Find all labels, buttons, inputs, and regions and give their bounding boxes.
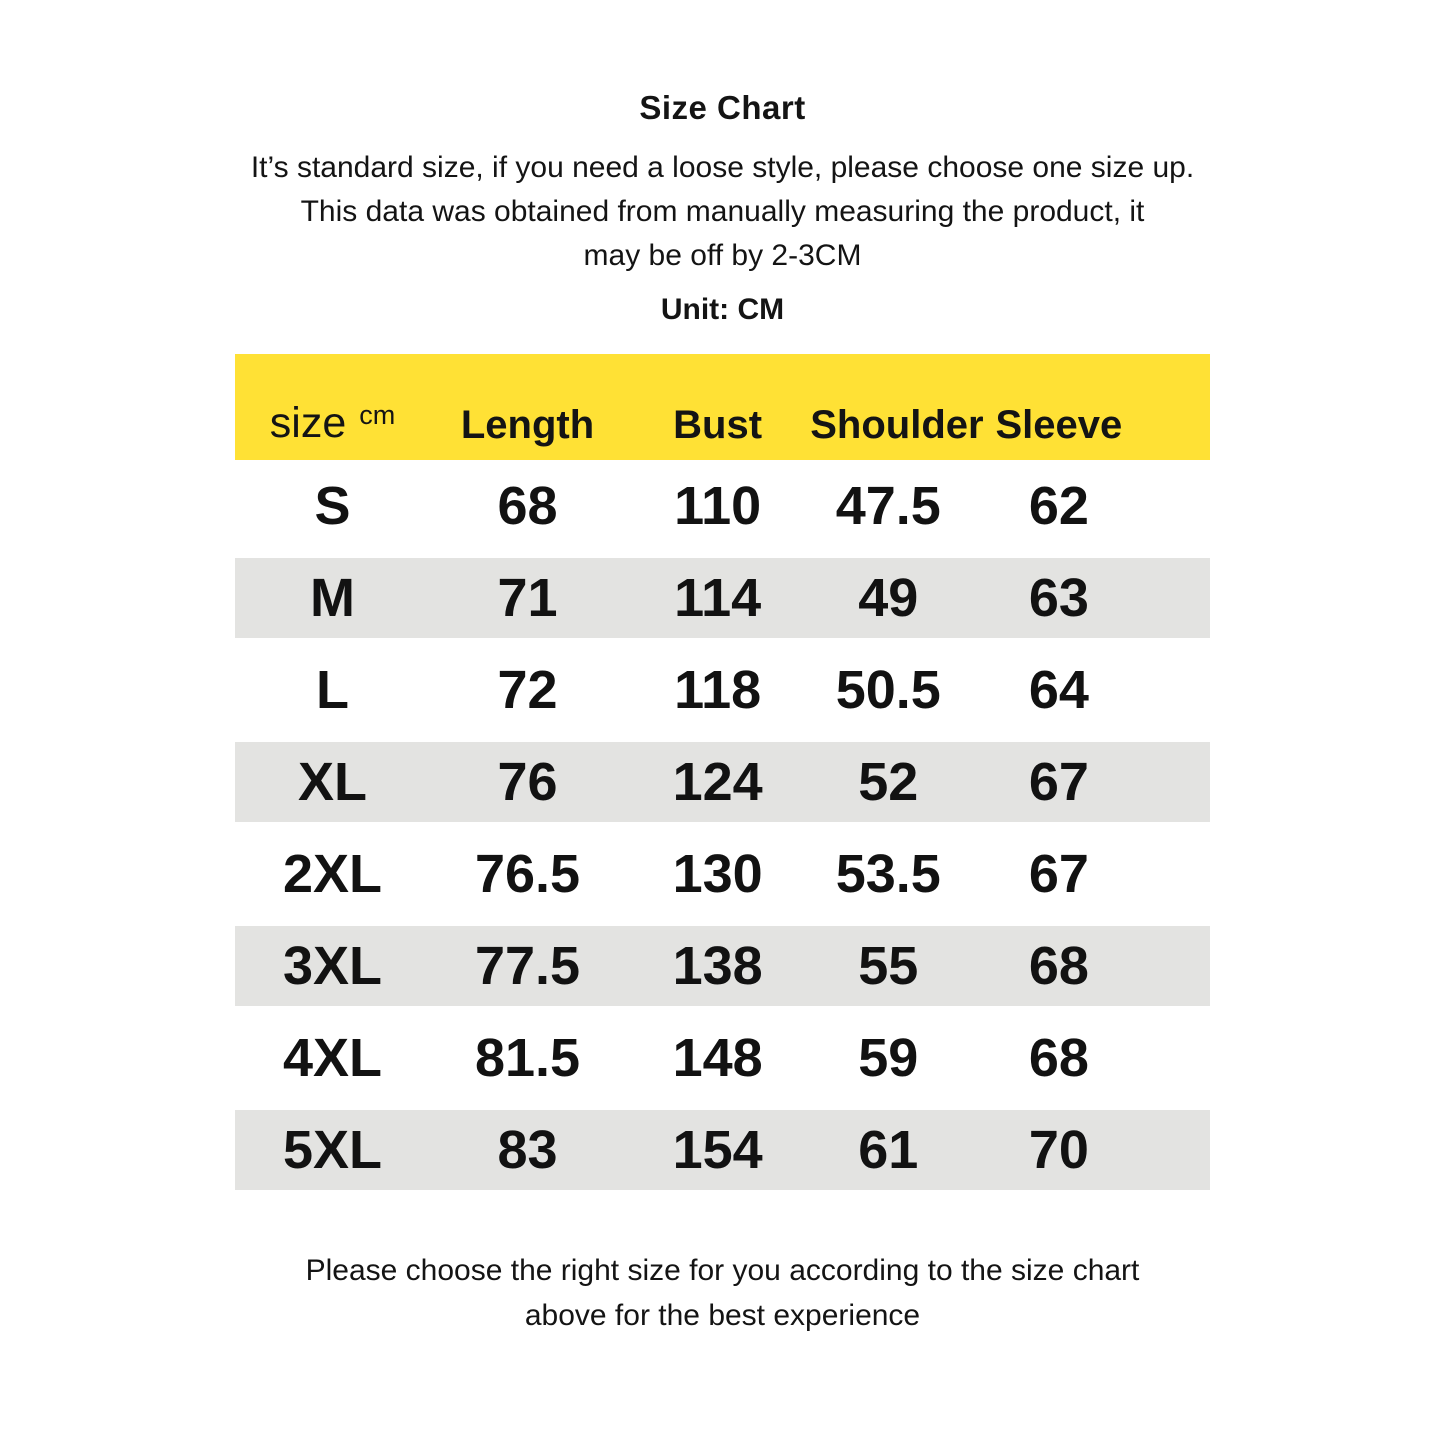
bust-value: 110 — [674, 476, 762, 536]
size-label: XL — [297, 752, 367, 812]
shoulder-value: 47.5 — [835, 476, 941, 536]
shoulder-value: 53.5 — [835, 844, 941, 904]
table-row-xl — [235, 736, 1210, 828]
shoulder-value: 49 — [858, 568, 919, 628]
bust-value: 124 — [672, 752, 763, 812]
intro-line-1: It’s standard size, if you need a loose style, please choose one size up. — [250, 151, 1195, 184]
table-row-2xl — [235, 828, 1210, 920]
page-title: Size Chart — [639, 89, 806, 126]
table-row-4xl — [235, 1012, 1210, 1104]
size-label: 4XL — [282, 1028, 383, 1088]
column-header-shoulder: Shoulder — [810, 403, 984, 447]
table-row-l — [235, 644, 1210, 736]
size-chart-table — [235, 354, 1210, 1196]
table-row-m — [235, 552, 1210, 644]
sleeve-value: 63 — [1028, 568, 1089, 628]
column-header-length: Length — [460, 403, 595, 447]
intro-line-2: This data was obtained from manually measuring the product, it — [300, 195, 1145, 228]
footer-note — [0, 1248, 1445, 1338]
size-label: M — [310, 568, 355, 628]
length-value: 83 — [497, 1120, 558, 1180]
intro-text — [0, 146, 1445, 278]
column-header-size — [235, 399, 430, 448]
length-value: 76 — [497, 752, 558, 812]
shoulder-value: 52 — [858, 752, 919, 812]
sleeve-value: 62 — [1028, 476, 1089, 536]
sleeve-value: 68 — [1028, 936, 1089, 996]
size-table-body — [235, 460, 1210, 1196]
footer-line-1: Please choose the right size for you according to the size chart — [305, 1254, 1140, 1287]
bust-value: 154 — [672, 1120, 763, 1180]
sleeve-value: 67 — [1028, 752, 1089, 812]
length-value: 68 — [497, 476, 558, 536]
shoulder-value: 61 — [858, 1120, 919, 1180]
length-value: 71 — [497, 568, 558, 628]
bust-value: 130 — [672, 844, 763, 904]
sleeve-value: 64 — [1028, 660, 1089, 720]
shoulder-value: 50.5 — [835, 660, 941, 720]
column-header-bust: Bust — [673, 403, 763, 447]
size-label: S — [314, 476, 351, 536]
shoulder-value: 59 — [858, 1028, 919, 1088]
bust-value: 148 — [672, 1028, 763, 1088]
size-header-label: size — [269, 399, 347, 447]
length-value: 72 — [497, 660, 558, 720]
footer-line-2: above for the best experience — [524, 1299, 921, 1332]
size-label: 3XL — [282, 936, 383, 996]
unit-label: Unit: CM — [660, 293, 785, 326]
length-value: 81.5 — [474, 1028, 581, 1088]
bust-value: 118 — [674, 660, 762, 720]
table-row-s — [235, 460, 1210, 552]
bust-value: 138 — [672, 936, 763, 996]
table-header-row — [235, 354, 1210, 460]
shoulder-value: 55 — [858, 936, 919, 996]
table-row-3xl — [235, 920, 1210, 1012]
size-label: L — [316, 660, 349, 720]
size-label: 2XL — [282, 844, 383, 904]
bust-value: 114 — [674, 568, 762, 628]
length-value: 77.5 — [474, 936, 581, 996]
sleeve-value: 70 — [1028, 1120, 1089, 1180]
cm-superscript: cm — [359, 400, 396, 430]
sleeve-value: 67 — [1028, 844, 1089, 904]
sleeve-value: 68 — [1028, 1028, 1089, 1088]
column-header-sleeve: Sleeve — [995, 403, 1123, 447]
length-value: 76.5 — [474, 844, 581, 904]
table-row-5xl — [235, 1104, 1210, 1196]
intro-line-3: may be off by 2-3CM — [583, 239, 862, 272]
size-label: 5XL — [282, 1120, 383, 1180]
